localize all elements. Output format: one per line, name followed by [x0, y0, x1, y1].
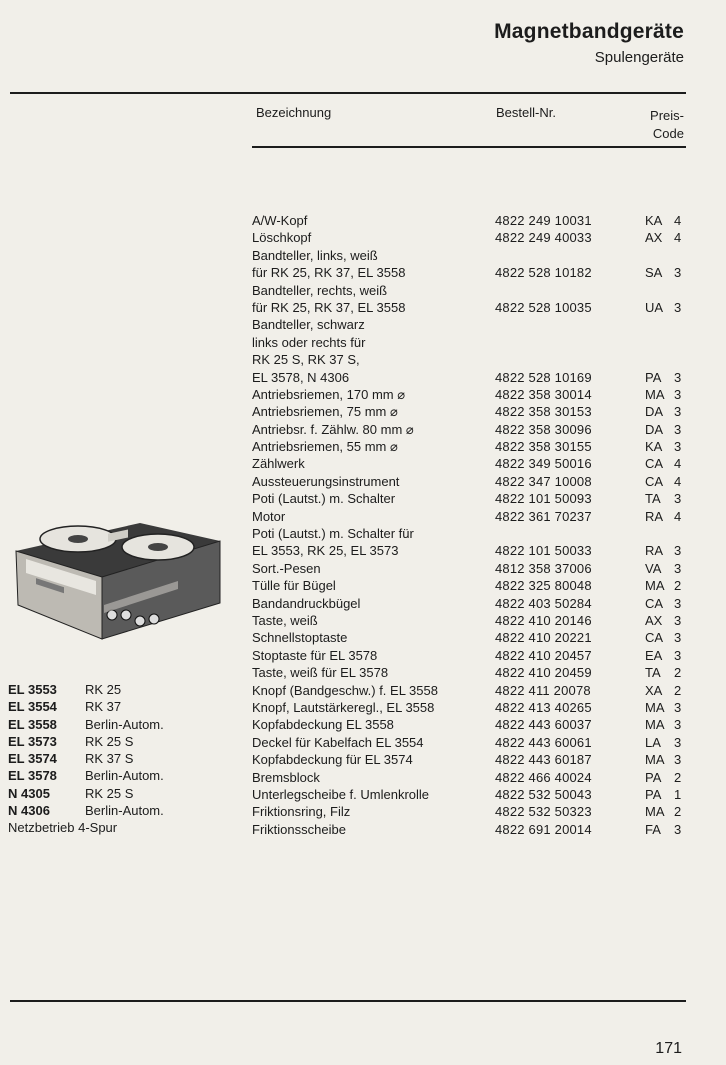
price-code-grade: 3 — [674, 299, 682, 315]
price-code-grade: 3 — [674, 647, 682, 663]
part-description: Antriebsriemen, 75 mm ⌀ — [252, 404, 398, 420]
price-code-grade: 3 — [674, 369, 682, 385]
order-number: 4822 249 40033 — [495, 230, 592, 246]
table-row — [0, 438, 726, 455]
price-code-letters: CA — [645, 473, 664, 489]
price-code — [645, 403, 687, 420]
model-name: RK 25 S — [85, 733, 134, 749]
part-description: Tülle für Bügel — [252, 578, 336, 594]
page-number: 171 — [655, 1040, 682, 1057]
model-row — [8, 785, 134, 802]
price-code — [645, 664, 687, 681]
model-note: Netzbetrieb 4-Spur — [8, 820, 118, 835]
order-number: 4822 532 50323 — [495, 804, 592, 820]
price-code-grade: 3 — [674, 491, 682, 507]
table-row — [0, 351, 726, 368]
part-description: für RK 25, RK 37, EL 3558 — [252, 265, 406, 281]
price-code — [645, 560, 687, 577]
price-code — [645, 769, 687, 786]
model-id: EL 3553 — [8, 682, 57, 697]
part-description: Stoptaste für EL 3578 — [252, 647, 378, 663]
price-code-grade: 3 — [674, 595, 682, 611]
part-description: Bandteller, schwarz — [252, 317, 365, 333]
part-description: Löschkopf — [252, 230, 312, 246]
model-name: RK 37 S — [85, 751, 134, 767]
price-code — [645, 351, 687, 368]
part-description: Poti (Lautst.) m. Schalter — [252, 491, 396, 507]
price-code — [645, 334, 687, 351]
price-code — [645, 577, 687, 594]
price-code-grade: 2 — [674, 804, 682, 820]
price-code-grade: 4 — [674, 473, 682, 489]
part-description: Poti (Lautst.) m. Schalter für — [252, 526, 414, 542]
price-code — [645, 525, 687, 542]
model-id: EL 3558 — [8, 716, 57, 732]
price-code-letters: AX — [645, 230, 663, 246]
price-code-letters: KA — [645, 213, 663, 228]
price-code — [645, 421, 687, 438]
part-description: Bandteller, links, weiß — [252, 247, 378, 263]
price-code-letters: CA — [645, 456, 664, 472]
order-number: 4822 528 10035 — [495, 299, 592, 315]
price-code-grade: 3 — [674, 386, 682, 402]
order-number: 4822 532 50043 — [495, 786, 592, 802]
order-number: 4822 403 50284 — [495, 595, 592, 611]
part-description: EL 3578, N 4306 — [252, 369, 350, 385]
table-row — [0, 403, 726, 420]
order-number: 4822 528 10169 — [495, 369, 592, 385]
model-row — [8, 681, 122, 698]
order-number: 4822 101 50093 — [495, 491, 592, 507]
order-number: 4822 101 50033 — [495, 543, 592, 559]
order-number: 4822 358 30155 — [495, 439, 592, 455]
order-number: 4822 358 30014 — [495, 386, 592, 402]
price-code — [645, 629, 687, 646]
price-code — [645, 734, 687, 751]
price-code — [645, 716, 687, 733]
part-description: Motor — [252, 508, 286, 524]
part-description: Bandteller, rechts, weiß — [252, 282, 388, 298]
order-number: 4822 349 50016 — [495, 456, 592, 472]
price-code — [645, 803, 687, 820]
price-code-letters: CA — [645, 595, 664, 611]
table-row — [0, 455, 726, 472]
price-code — [645, 612, 687, 629]
price-code-grade: 2 — [674, 769, 682, 785]
model-id: EL 3578 — [8, 768, 57, 784]
part-description: Taste, weiß — [252, 612, 318, 628]
price-code — [645, 299, 687, 316]
price-code-grade: 3 — [674, 699, 682, 715]
price-code-grade: 3 — [674, 421, 682, 437]
price-code-letters: MA — [645, 578, 665, 594]
part-description: A/W-Kopf — [252, 213, 308, 228]
order-number: 4822 443 60187 — [495, 752, 592, 768]
price-code — [645, 508, 687, 525]
order-number: 4822 249 10031 — [495, 213, 592, 228]
order-number: 4822 361 70237 — [495, 508, 592, 524]
table-row — [0, 299, 726, 316]
price-code-letters: RA — [645, 508, 664, 524]
price-code — [645, 647, 687, 664]
price-code-letters: MA — [645, 386, 665, 402]
model-name: Berlin-Autom. — [85, 716, 164, 732]
top-divider — [10, 92, 686, 94]
price-code — [645, 786, 687, 803]
model-name: Berlin-Autom. — [85, 803, 164, 819]
price-code-letters: TA — [645, 665, 661, 681]
part-description: Sort.-Pesen — [252, 560, 321, 576]
model-id: N 4306 — [8, 803, 50, 819]
table-row — [0, 229, 726, 246]
part-description: RK 25 S, RK 37 S, — [252, 352, 360, 368]
part-description: Unterlegscheibe f. Umlenkrolle — [252, 786, 430, 802]
price-code-grade: 1 — [674, 786, 682, 802]
price-code-letters: PA — [645, 369, 662, 385]
table-row — [0, 473, 726, 490]
table-row — [0, 316, 726, 333]
order-number: 4822 325 80048 — [495, 578, 592, 594]
order-number: 4812 358 37006 — [495, 560, 592, 576]
header-divider — [252, 146, 686, 148]
page-title: Magnetbandgeräte — [494, 20, 684, 43]
column-header-order-number: Bestell-Nr. — [496, 105, 556, 120]
table-row — [0, 282, 726, 299]
part-description: Bandandruckbügel — [252, 595, 361, 611]
price-code-letters: DA — [645, 404, 664, 420]
price-code-grade: 3 — [674, 752, 682, 768]
part-description: Knopf, Lautstärkeregl., EL 3558 — [252, 699, 435, 715]
order-number: 4822 443 60037 — [495, 717, 592, 733]
model-name: RK 25 S — [85, 785, 134, 801]
price-code-grade: 3 — [674, 734, 682, 750]
price-code-grade: 3 — [674, 543, 682, 559]
price-code — [645, 369, 687, 386]
price-code-letters: TA — [645, 491, 661, 507]
order-number: 4822 411 20078 — [495, 682, 591, 698]
part-description: Antriebsriemen, 55 mm ⌀ — [252, 439, 398, 455]
order-number: 4822 691 20014 — [495, 821, 592, 837]
part-description: Taste, weiß für EL 3578 — [252, 665, 389, 681]
table-row — [0, 212, 726, 229]
part-description: Bremsblock — [252, 769, 320, 785]
table-row — [0, 664, 726, 681]
price-code-grade: 3 — [674, 265, 682, 281]
price-code-grade: 2 — [674, 578, 682, 594]
price-code — [645, 490, 687, 507]
model-row — [8, 802, 164, 819]
model-name: RK 25 — [85, 682, 122, 697]
price-code-letters: VA — [645, 560, 662, 576]
price-code-letters: UA — [645, 299, 664, 315]
order-number: 4822 410 20221 — [495, 630, 592, 646]
price-code-letters: MA — [645, 752, 665, 768]
price-code-letters: MA — [645, 717, 665, 733]
price-code-letters: PA — [645, 769, 662, 785]
part-description: links oder rechts für — [252, 334, 366, 350]
model-name: Berlin-Autom. — [85, 768, 164, 784]
part-description: Friktionsring, Filz — [252, 804, 351, 820]
price-code-grade: 3 — [674, 630, 682, 646]
model-row — [8, 733, 134, 750]
bottom-divider — [10, 1000, 686, 1002]
order-number: 4822 358 30153 — [495, 404, 592, 420]
order-number: 4822 413 40265 — [495, 699, 592, 715]
model-row — [8, 750, 134, 767]
model-row — [8, 698, 122, 715]
table-row — [0, 386, 726, 403]
table-row — [0, 421, 726, 438]
model-row — [8, 767, 164, 784]
price-code — [645, 386, 687, 403]
model-id: EL 3554 — [8, 699, 57, 715]
price-code-grade: 3 — [674, 717, 682, 733]
price-code-letters: AX — [645, 612, 663, 628]
table-row — [0, 369, 726, 386]
table-row — [0, 334, 726, 351]
price-code-letters: SA — [645, 265, 663, 281]
page-subtitle: Spulengeräte — [594, 49, 684, 66]
part-description: Deckel für Kabelfach EL 3554 — [252, 734, 424, 750]
price-code-grade: 3 — [674, 821, 682, 837]
model-row — [8, 716, 164, 733]
model-list — [8, 681, 164, 819]
tape-recorder-image — [8, 515, 226, 645]
price-code-grade: 3 — [674, 439, 682, 455]
table-row — [0, 247, 726, 264]
price-code-letters: DA — [645, 421, 664, 437]
price-code — [645, 821, 687, 838]
price-code-letters: RA — [645, 543, 664, 559]
part-description: Antriebsr. f. Zählw. 80 mm ⌀ — [252, 421, 414, 437]
price-code-letters: PA — [645, 786, 662, 802]
part-description: Aussteuerungsinstrument — [252, 473, 400, 489]
table-row — [0, 264, 726, 281]
column-header-price-code: Preis- Code — [650, 108, 684, 141]
price-code — [645, 229, 687, 246]
price-code-letters: MA — [645, 699, 665, 715]
order-number: 4822 410 20146 — [495, 612, 592, 628]
part-description: Schnellstoptaste — [252, 630, 348, 646]
part-description: Antriebsriemen, 170 mm ⌀ — [252, 386, 406, 402]
price-code — [645, 455, 687, 472]
price-code-grade: 3 — [674, 404, 682, 420]
price-code-grade: 2 — [674, 682, 682, 698]
price-code-letters: CA — [645, 630, 664, 646]
price-code — [645, 682, 687, 699]
price-code — [645, 316, 687, 333]
order-number: 4822 466 40024 — [495, 769, 592, 785]
price-code-grade: 4 — [674, 230, 682, 246]
part-description: für RK 25, RK 37, EL 3558 — [252, 299, 406, 315]
price-code-grade: 4 — [674, 508, 682, 524]
price-code-letters: LA — [645, 734, 661, 750]
price-code-letters: KA — [645, 439, 663, 455]
part-description: Friktionsscheibe — [252, 821, 346, 837]
price-code-grade: 4 — [674, 213, 682, 228]
part-description: EL 3553, RK 25, EL 3573 — [252, 543, 399, 559]
price-code-letters: FA — [645, 821, 661, 837]
part-description: Zählwerk — [252, 456, 305, 472]
price-code-letters: MA — [645, 804, 665, 820]
price-code-letters: EA — [645, 647, 663, 663]
table-row — [0, 490, 726, 507]
order-number: 4822 443 60061 — [495, 734, 592, 750]
price-code — [645, 751, 687, 768]
order-number: 4822 410 20459 — [495, 665, 592, 681]
part-description: Kopfabdeckung für EL 3574 — [252, 752, 413, 768]
price-code — [645, 699, 687, 716]
price-code-grade: 2 — [674, 665, 682, 681]
price-code — [645, 247, 687, 264]
price-code-grade: 3 — [674, 560, 682, 576]
order-number: 4822 410 20457 — [495, 647, 592, 663]
model-id: EL 3574 — [8, 751, 57, 767]
price-code-grade: 3 — [674, 612, 682, 628]
column-header-description: Bezeichnung — [256, 105, 332, 120]
model-id: N 4305 — [8, 785, 50, 801]
price-code — [645, 212, 687, 229]
price-code — [645, 282, 687, 299]
price-code — [645, 595, 687, 612]
price-code — [645, 438, 687, 455]
order-number: 4822 347 10008 — [495, 473, 592, 489]
part-description: Knopf (Bandgeschw.) f. EL 3558 — [252, 682, 438, 698]
price-code — [645, 473, 687, 490]
order-number: 4822 358 30096 — [495, 421, 592, 437]
price-code-grade: 4 — [674, 456, 682, 472]
table-row — [0, 647, 726, 664]
price-code — [645, 264, 687, 281]
part-description: Kopfabdeckung EL 3558 — [252, 717, 394, 733]
price-code-letters: XA — [645, 682, 663, 698]
price-code — [645, 542, 687, 559]
model-id: EL 3573 — [8, 733, 57, 749]
order-number: 4822 528 10182 — [495, 265, 592, 281]
model-name: RK 37 — [85, 699, 122, 715]
